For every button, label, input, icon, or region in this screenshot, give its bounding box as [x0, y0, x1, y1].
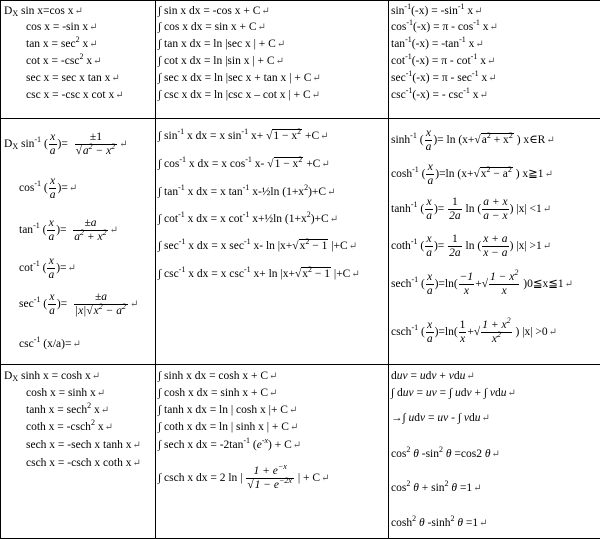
cell-inverse-trig-symmetry	[389, 1, 600, 119]
formula-line: $\cot^{-1}$ ( $\frac{x}{a}$ )=↵	[19, 255, 76, 282]
formula-line: $\cos^2 \theta$ $-\sin^2$ θ =cos2 θ↵	[391, 447, 500, 462]
formula-line: ∫ csch x dx = 2 ln | $\frac{1 + e^{-x}}{√1 - e^{-2x}}$ | + C↵	[158, 465, 329, 492]
formula-line: $\cos^2 \theta + \sin^2 \theta$ =1↵	[391, 481, 482, 496]
formula-line: sec x = sec x tan x↵	[26, 71, 120, 86]
formula-line: $\tanh^{-1}$ ( $\frac{x}{a}$ )= $\frac{1}{2a}$ ln ( $\frac{a + x}{a - x}$ ) |x| <1↵	[391, 196, 551, 223]
formula-line: ∫ $\sec^{-1} x$ dx = x $\sec^{-1} x-$ $\ln |x+√x^2 - 1$ |+C↵	[158, 239, 357, 254]
formula-line: $\tan^{-1}$ ( $\frac{x}{a}$ )= $\frac{\pm a}{a^2 + x^2}$ ↵	[19, 217, 118, 244]
table-row-hyperbolic	[1, 365, 600, 539]
formula-line: ∫ $\csc^{-1} x$ dx = x $\csc^{-1} x+ \ln |x+√x^2 - 1$ |+C↵	[158, 267, 360, 282]
formula-line: ∫ coth x dx = ln | sinh x | + C↵	[158, 420, 298, 435]
formula-line: $\sec^{-1}$ ( $\frac{x}{a}$ )= $\frac{\pm a}{|x|√x^2 - a^2}$ ↵	[19, 291, 138, 318]
formula-line: sech x = -sech x tanh x↵	[26, 438, 141, 453]
formula-line: ∫ tanh x dx = ln | cosh x |+ C↵	[158, 403, 297, 418]
formula-line: csch x = -csch x coth x↵	[26, 456, 141, 471]
formula-line: $\sec^{-1}(-x) = \pi - \sec^{-1}$ x↵	[391, 71, 497, 86]
formula-line: $\tan^{-1}(-x) = -\tan^{-1}$ x↵	[391, 37, 484, 52]
formula-line: $\cot x = -\csc^2$ x↵	[26, 54, 101, 69]
formula-line: coth$^{-1}$ ( $\frac{x}{a}$ )= $\frac{1}{2a}$ ln ( $\frac{x + a}{x - a}$ ) |x| >1↵	[391, 233, 551, 260]
formula-line: $\sin^{-1}(-x) = -\sin^{-1}$ x↵	[391, 4, 483, 19]
cell-integration-by-parts	[389, 365, 600, 539]
cell-trig-derivatives	[1, 1, 156, 119]
table-row-inverse	[1, 119, 600, 365]
formula-line: $\tan x = \sec^2$ x↵	[26, 37, 98, 52]
formula-line: $\cosh^{-1}$ ( $\frac{x}{a}$ )=ln ($x+√x^2 - a^2$ ) x≧1↵	[391, 161, 553, 188]
cell-trig-integrals	[156, 1, 389, 119]
formula-line: $D_X$ sin x=cos x↵	[4, 4, 83, 19]
formula-line: cos x = -sin x↵	[26, 20, 97, 35]
formula-line: $\cos^{-1}(-x) = \pi - \cos^{-1}$ x↵	[391, 20, 498, 35]
formula-line: $D_X$ $\sin^{-1}$ ( $\frac{x}{a}$ )= $\frac{\pm 1}{√a^2 - x^2}$ ↵	[4, 131, 128, 158]
table-row-trig	[1, 1, 600, 119]
formula-line: sech$^{-1}$ ( $\frac{x}{a}$ )=ln( $\frac{-1}{x}$ +√ $\frac{1 - x^2}{x}$ )0≦x≦1↵	[391, 271, 573, 298]
formula-line: tanh x = sech$^2$ x↵	[26, 403, 109, 418]
formula-line: coth x = -csch$^2$ x↵	[26, 420, 113, 435]
formula-line: →∫ udv = uv - ∫ vdu↵	[391, 411, 490, 426]
formula-line: $\sinh^{-1}$ ( $\frac{x}{a}$ )= $\ln (x+√a^2 + x^2$ ) x∈R↵	[391, 127, 555, 154]
formula-line: $\cos^{-1}$ ( $\frac{x}{a}$ )=↵	[19, 175, 77, 202]
formula-line: ∫ sech x dx = $-2\tan^{-1}$ $(e^{-x})$ + C↵	[158, 438, 301, 453]
cell-inverse-trig-integrals	[156, 119, 389, 365]
formula-line: ∫ sinh x dx = cosh x + C↵	[158, 369, 277, 384]
cell-inverse-trig-derivatives	[1, 119, 156, 365]
formula-line: csc x = -csc x cot x↵	[26, 88, 124, 103]
formula-line: $\csc^{-1}(-x)$ = - $\csc^{-1}$ x↵	[391, 88, 488, 103]
formula-line: ∫ sec x dx = ln |sec x + tan x | + C↵	[158, 71, 321, 86]
formula-line: ∫ $\tan^{-1} x$ dx = x $\tan^{-1}$ x-½ln $(1+x^2)+C↵$	[158, 185, 335, 200]
formula-line: $\csc^{-1}$ (x/a)=↵	[19, 337, 81, 352]
formula-line: $\cosh^2 \theta$ $-\sinh^2$ θ =1↵	[391, 516, 488, 531]
formula-line: cosh x = sinh x↵	[26, 386, 105, 401]
formula-line: ∫ cot x dx = ln |sin x | + C↵	[158, 54, 284, 69]
formula-line: ∫ $\sin^{-1} x$ dx = x $\sin^{-1} x+ √1 - x^2$ +C↵	[158, 129, 329, 144]
formula-line: ∫ cosh x dx = sinh x + C↵	[158, 386, 277, 401]
cell-hyperbolic-derivatives	[1, 365, 156, 539]
formula-line: $\cot^{-1}(-x) = \pi - \cot^{-1}$ x↵	[391, 54, 495, 69]
formula-line: ∫ sin x dx = -cos x + C↵	[158, 4, 270, 19]
formula-line: ∫ tan x dx = ln |sec x | + C↵	[158, 37, 285, 52]
formula-line: csch$^{-1}$ ( $\frac{x}{a}$ )=ln( $\frac{1}{x}$ +√ $\frac{1 + x^2}{x^2}$ ) |x| >0↵	[391, 319, 557, 346]
formula-line: ∫ $\cot^{-1} x$ dx = x $\cot^{-1}$ x+½ln $(1+x^2)+C↵$	[158, 212, 338, 227]
cell-hyperbolic-integrals	[156, 365, 389, 539]
formula-line: duv = udv + vdu↵	[391, 369, 475, 384]
formula-line: ∫ csc x dx = ln |csc x – cot x | + C↵	[158, 88, 320, 103]
formula-line: ∫ $\cos^{-1} x$ dx = x $\cos^{-1} x-$ $√1 - x^2$ +C↵	[158, 157, 330, 172]
formula-line: ∫ duv = uv = ∫ udv + ∫ vdu↵	[391, 386, 516, 401]
formula-line: ∫ cos x dx = sin x + C↵	[158, 20, 266, 35]
cell-inverse-hyperbolic	[389, 119, 600, 365]
formula-line: $D_X$ sinh x = cosh x↵	[4, 369, 100, 384]
